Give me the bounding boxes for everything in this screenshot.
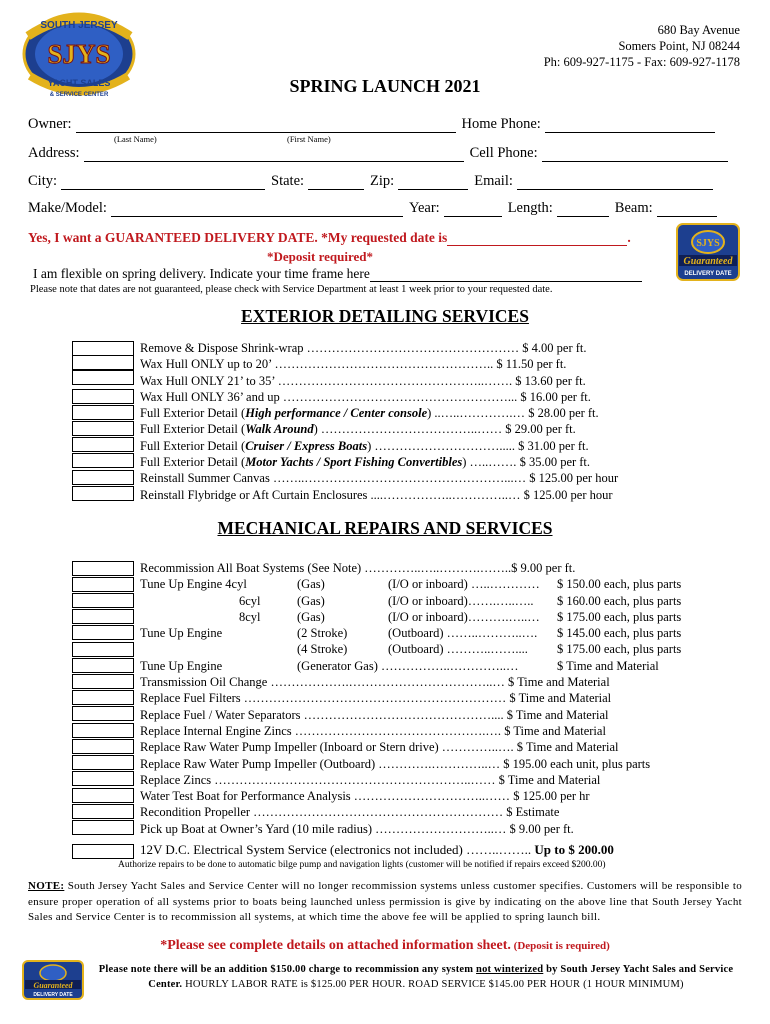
item-text: Pick up Boat at Owner’s Yard (10 mile radius) ………………………..… — [140, 821, 510, 836]
item-price: $ 175.00 each, plus parts — [557, 609, 682, 624]
exterior-heading: EXTERIOR DETAILING SERVICES — [241, 306, 529, 326]
small-badge-main: Guaranteed — [33, 981, 73, 990]
mechanical-item — [140, 593, 740, 609]
checkbox-exterior[interactable] — [72, 421, 134, 436]
item-price: $ 125.00 per hour — [526, 471, 619, 486]
item-text: Wax Hull ONLY 36’ and up ………………………………………………... — [140, 389, 518, 404]
checkbox-mechanical[interactable] — [72, 820, 134, 835]
item-price: $ 160.00 each, plus parts — [557, 593, 682, 608]
item-text: Reinstall Summer Canvas ……..…………………………………………...… — [140, 471, 527, 486]
beam-label: Beam: — [614, 200, 653, 216]
item-emphasis: Walk Around — [245, 422, 314, 437]
exterior-item — [140, 340, 618, 356]
zip-field[interactable] — [398, 175, 468, 190]
item-text: Tune Up Engine 4cyl — [140, 577, 247, 592]
mechanical-item — [140, 756, 740, 772]
flexible-line — [33, 266, 642, 282]
dc-service-line — [140, 842, 614, 858]
make-model-label: Make/Model: — [28, 200, 107, 216]
item-text: (Generator Gas) ……………..…………..… — [297, 658, 519, 673]
see-details-line — [0, 936, 770, 954]
year-label: Year: — [408, 200, 440, 216]
zip-label: Zip: — [370, 173, 395, 189]
item-text: Reinstall Flybridge or Aft Curtain Enclosures ....……………..…………..… — [140, 487, 521, 502]
see-details: *Please see complete details on attached information sheet. — [160, 938, 511, 953]
exterior-item — [140, 470, 618, 486]
owner-label: Owner: — [28, 116, 72, 132]
owner-field[interactable] — [76, 118, 456, 133]
length-label: Length: — [507, 200, 553, 216]
item-text: Replace Raw Water Pump Impeller (Inboard or Stern drive) …………..…. — [140, 740, 517, 755]
checkbox-mechanical[interactable] — [72, 625, 134, 640]
owner-row — [28, 116, 738, 133]
checkbox-exterior[interactable] — [72, 389, 134, 404]
item-text: (2 Stroke) — [297, 626, 348, 641]
checkbox-mechanical[interactable] — [72, 658, 134, 673]
item-text: (Gas) — [297, 577, 325, 592]
mechanical-item — [140, 674, 740, 690]
item-text-tail: ) ..…..………….… — [427, 406, 526, 421]
note-text: South Jersey Yacht Sales and Service Center will no longer recommission systems unless customer specifies. Customers will be responsible to ensure proper operation of all systems prior to boats being launched unless permission is give by indicating on the above line that South Jersey Yacht Sales and Service Center is to recommission all systems, at which time the above fee will be applied to spring launch bill. — [28, 880, 742, 923]
logo-text-bottom: YACHT SALES — [47, 78, 111, 88]
item-price: $ 29.00 per ft. — [502, 422, 576, 437]
mechanical-item — [140, 658, 740, 674]
checkbox-mechanical[interactable] — [72, 561, 134, 576]
badge-top: SJYS — [696, 238, 720, 249]
checkbox-mechanical[interactable] — [72, 739, 134, 754]
item-text: Recommission All Boat Systems (See Note) …………..…..……….…….. — [140, 561, 512, 575]
item-text: Full Exterior Detail ( — [140, 455, 246, 470]
mechanical-list — [140, 560, 740, 837]
item-text: (Gas) — [297, 593, 325, 608]
item-price: $ 31.00 per ft. — [515, 438, 589, 453]
labor-rates: HOURLY LABOR RATE is $125.00 PER HOUR. ROAD SERVICE $145.00 PER HOUR (1 HOUR MINIMUM) — [182, 979, 684, 990]
item-text: Remove & Dispose Shrink-wrap …………………………………………… — [140, 341, 520, 355]
item-emphasis: High performance / Center console — [245, 406, 428, 421]
mechanical-item — [140, 641, 740, 657]
item-text: Full Exterior Detail ( — [140, 438, 246, 453]
checkbox-exterior[interactable] — [72, 341, 134, 356]
last-name-hint: (Last Name) — [114, 134, 157, 144]
address-line2: Somers Point, NJ 08244 — [618, 39, 740, 53]
dc-service-text: 12V D.C. Electrical System Service (electronics not included) ……..…….. — [140, 842, 535, 857]
time-frame-field[interactable] — [370, 268, 642, 282]
mechanical-item — [140, 804, 740, 820]
guaranteed-line: Yes, I want a GUARANTEED DELIVERY DATE. *My requested date is . — [28, 230, 631, 245]
item-price: $ Time and Material — [507, 675, 610, 690]
item-price: $ 11.50 per ft. — [493, 357, 567, 372]
item-text: Full Exterior Detail ( — [140, 422, 246, 437]
exterior-item — [140, 438, 618, 454]
small-badge-sub: DELIVERY DATE — [33, 992, 73, 998]
item-text: (I/O or inboard)……….…..… — [388, 609, 540, 624]
item-price: $ Time and Material — [516, 740, 619, 755]
guaranteed-badge-small — [22, 960, 84, 1000]
item-text: Replace Fuel Filters ……………………………………………………… — [140, 691, 510, 706]
item-price: $ Time and Material — [557, 658, 659, 673]
item-text: (Outboard) ……..………..…. — [388, 626, 538, 641]
flexible-text: I am flexible on spring delivery. Indicate your time frame here — [33, 266, 370, 281]
badge-sub: DELIVERY DATE — [684, 271, 732, 277]
address-row — [28, 145, 738, 162]
item-price: $ Time and Material — [498, 772, 601, 787]
phone-fax: Ph: 609-927-1175 - Fax: 609-927-1178 — [543, 55, 740, 69]
item-price: $ 9.00 per ft. — [511, 561, 576, 575]
logo-text-top: SOUTH JERSEY — [40, 20, 118, 31]
checkbox-exterior[interactable] — [72, 437, 134, 452]
item-text: Tune Up Engine — [140, 658, 223, 673]
item-text: Recondition Propeller …………………………………………………… — [140, 805, 507, 820]
exterior-item — [140, 356, 618, 372]
item-price: $ 16.00 per ft. — [517, 389, 591, 404]
checkbox-exterior[interactable] — [72, 370, 134, 385]
address-line1: 680 Bay Avenue — [657, 23, 740, 37]
mechanical-item — [140, 560, 740, 576]
checkbox-mechanical[interactable] — [72, 706, 134, 721]
item-price: $ 125.00 per hr — [513, 789, 590, 804]
email-label: Email: — [474, 173, 513, 189]
item-text-tail: ) ………………………………..…… — [313, 422, 503, 437]
item-emphasis: Motor Yachts / Sport Fishing Convertibles — [245, 455, 463, 470]
exterior-item — [140, 421, 618, 437]
deposit-paren: (Deposit is required) — [510, 940, 610, 952]
item-price: $ Time and Material — [509, 691, 612, 706]
item-text: Tune Up Engine — [140, 626, 223, 641]
item-text: Replace Fuel / Water Separators ……………………………………….... — [140, 707, 507, 722]
mechanical-item — [140, 788, 740, 804]
cell-phone-field[interactable] — [542, 147, 728, 162]
make-model-row — [28, 200, 738, 217]
mechanical-item — [140, 821, 740, 837]
checkbox-mechanical[interactable] — [72, 609, 134, 624]
first-name-hint: (First Name) — [287, 134, 331, 144]
mechanical-item — [140, 772, 740, 788]
beam-field[interactable] — [657, 202, 717, 217]
item-text: (I/O or inboard)…….…..….. — [388, 593, 534, 608]
item-text: 6cyl — [239, 593, 261, 608]
checkbox-mechanical[interactable] — [72, 593, 134, 608]
exterior-item — [140, 373, 618, 389]
checkbox-mechanical[interactable] — [72, 577, 134, 592]
checkbox-mechanical[interactable] — [72, 690, 134, 705]
home-phone-label: Home Phone: — [461, 116, 541, 132]
item-price: $ 13.60 per ft. — [512, 373, 586, 388]
city-field[interactable] — [61, 175, 265, 190]
exterior-item — [140, 405, 618, 421]
address-label: Address: — [28, 145, 80, 161]
exterior-item — [140, 389, 618, 405]
item-text: Wax Hull ONLY 21’ to 35’ …………………………………………..……. — [140, 373, 513, 388]
mechanical-item — [140, 690, 740, 706]
guaranteed-badge — [675, 222, 741, 282]
item-text: Full Exterior Detail ( — [140, 406, 246, 421]
item-price: $ 175.00 each, plus parts — [557, 642, 682, 657]
checkbox-mechanical[interactable] — [72, 788, 134, 803]
email-field[interactable] — [517, 175, 713, 190]
logo-initials: SJYS — [47, 39, 111, 69]
checkbox-exterior[interactable] — [72, 405, 134, 420]
item-text: (Gas) — [297, 609, 325, 624]
length-field[interactable] — [557, 202, 609, 217]
badge-main: Guaranteed — [683, 256, 733, 267]
mechanical-item — [140, 576, 740, 592]
exterior-item — [140, 487, 618, 503]
state-label: State: — [271, 173, 305, 189]
note-paragraph — [28, 879, 742, 926]
item-text: Replace Raw Water Pump Impeller (Outboard) ………….…………..… — [140, 756, 504, 771]
mechanical-item — [140, 625, 740, 641]
item-text: (I/O or inboard) …..………… — [388, 577, 540, 592]
checkbox-exterior[interactable] — [72, 453, 134, 468]
extra-charge-pre: Please note there will be an addition $150.00 charge to recommission any system — [98, 964, 477, 975]
year-field[interactable] — [444, 202, 502, 217]
checkbox-mechanical[interactable] — [72, 723, 134, 738]
dc-service-price: Up to $ 200.00 — [534, 842, 614, 857]
item-price: $ Time and Material — [504, 723, 606, 738]
requested-date-field[interactable] — [447, 232, 627, 246]
logo-sub: & SERVICE CENTER — [49, 92, 109, 98]
exterior-item — [140, 454, 618, 470]
address-field[interactable] — [84, 147, 464, 162]
item-text: 8cyl — [239, 609, 261, 624]
item-price: $ 28.00 per ft. — [525, 406, 599, 421]
exterior-list — [140, 340, 618, 503]
checkbox-exterior[interactable] — [72, 470, 134, 485]
checkbox-dc[interactable] — [72, 844, 134, 859]
mechanical-item — [140, 609, 740, 625]
item-price: $ 150.00 each, plus parts — [557, 577, 682, 592]
checkbox-mechanical[interactable] — [72, 674, 134, 689]
extra-charge-note — [88, 962, 744, 992]
home-phone-field[interactable] — [545, 118, 715, 133]
deposit-required: *Deposit required* — [266, 249, 374, 264]
dates-note: Please note that dates are not guaranteed, please check with Service Department at least 1 week prior to your requested date. — [30, 284, 553, 295]
item-price: $ 35.00 per ft. — [516, 455, 591, 470]
item-price: $ Time and Material — [506, 707, 609, 722]
make-model-field[interactable] — [111, 202, 403, 217]
item-price: $ 4.00 per ft. — [519, 341, 587, 355]
checkbox-mechanical[interactable] — [72, 755, 134, 770]
checkbox-exterior[interactable] — [72, 486, 134, 501]
item-text: Replace Internal Engine Zincs ……………………………………….…. — [140, 723, 505, 738]
dc-note: Authorize repairs to be done to automatic bilge pump and navigation lights (customer will be notified if repairs exceed $200.00) — [118, 860, 606, 870]
mechanical-item — [140, 723, 740, 739]
item-price: $ 195.00 each unit, plus parts — [503, 756, 651, 771]
page-title: SPRING LAUNCH 2021 — [289, 76, 481, 96]
checkbox-mechanical[interactable] — [72, 642, 134, 657]
item-price: $ 145.00 each, plus parts — [557, 626, 682, 641]
item-price: $ Estimate — [506, 805, 560, 820]
extra-charge-post: by South Jersey Yacht Sales and Service Center. — [148, 964, 734, 990]
cell-phone-label: Cell Phone: — [469, 145, 538, 161]
item-text-tail: ) …..……. — [462, 455, 517, 470]
mechanical-heading: MECHANICAL REPAIRS AND SERVICES — [217, 518, 553, 538]
item-price: $ 9.00 per ft. — [509, 821, 574, 836]
state-field[interactable] — [308, 175, 364, 190]
note-label: NOTE: — [28, 880, 65, 892]
item-text: (Outboard) ………..…….... — [388, 642, 528, 657]
item-text: Water Test Boat for Performance Analysis …………………………..…… — [140, 789, 514, 804]
item-price: $ 125.00 per hour — [520, 487, 613, 502]
company-address — [544, 22, 740, 70]
city-row — [28, 173, 738, 190]
item-text-tail: ) …………………………..... — [367, 438, 516, 453]
item-emphasis: Cruiser / Express Boats — [245, 438, 368, 453]
extra-charge-ul: not winterized — [476, 964, 544, 975]
checkbox-exterior[interactable] — [72, 355, 134, 370]
mechanical-item — [140, 739, 740, 755]
item-text: Wax Hull ONLY up to 20’ …………………………………………….. — [140, 357, 494, 372]
item-text: Transmission Oil Change ……………….……………………………..… — [140, 675, 508, 690]
guaranteed-text: Yes, I want a GUARANTEED DELIVERY DATE. *My requested date is — [28, 230, 448, 245]
city-label: City: — [28, 173, 58, 189]
item-text: (4 Stroke) — [297, 642, 348, 657]
item-text: Replace Zincs ……………………………………………………..…… — [140, 772, 499, 787]
checkbox-mechanical[interactable] — [72, 804, 134, 819]
mechanical-item — [140, 707, 740, 723]
checkbox-mechanical[interactable] — [72, 771, 134, 786]
